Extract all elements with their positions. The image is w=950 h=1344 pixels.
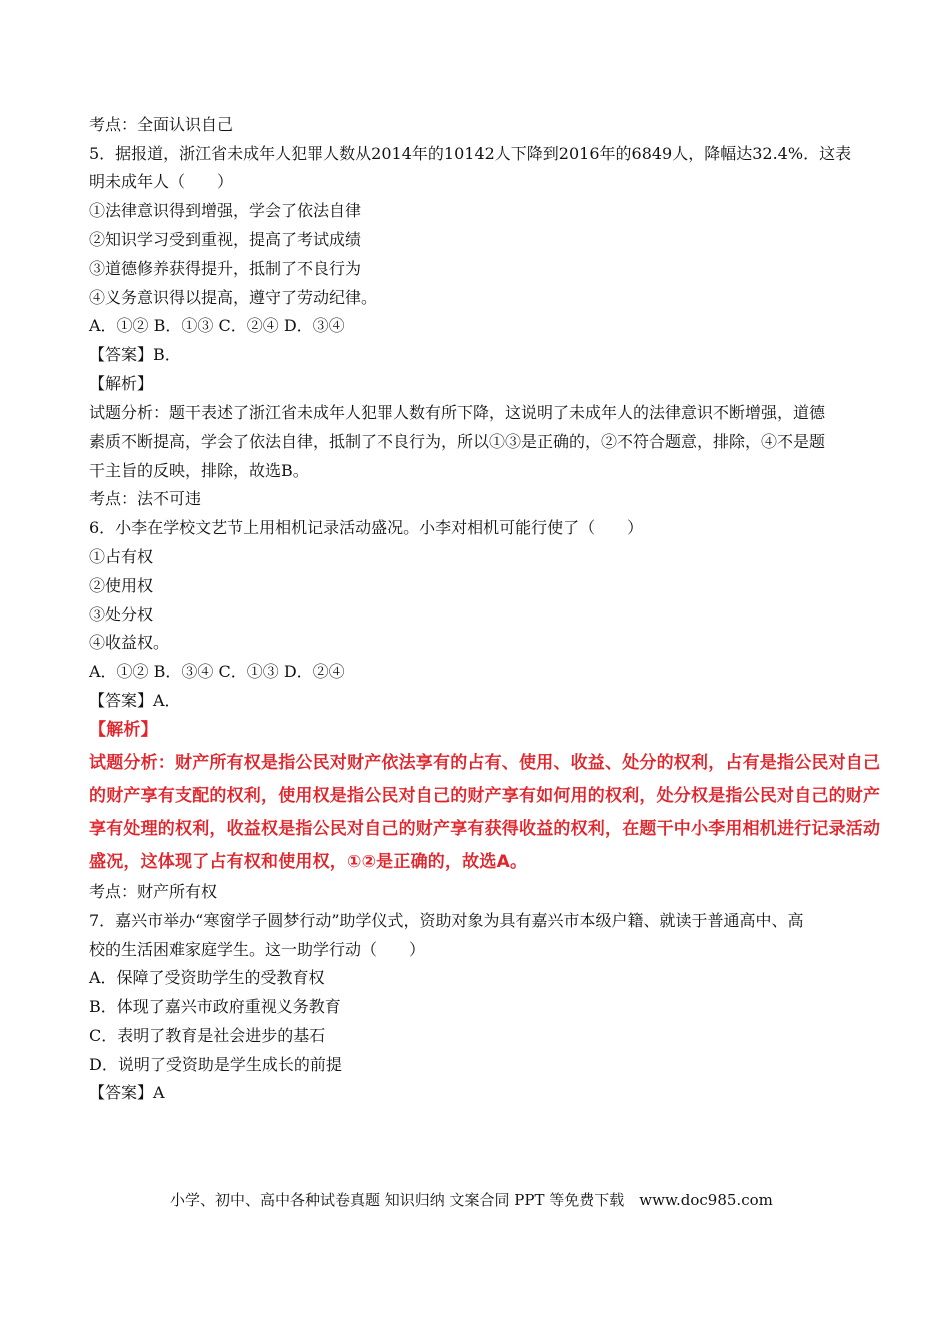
analysis-text: 试题分析：题干表述了浙江省未成年人犯罪人数有所下降，这说明了未成年人的法律意识不断增强，道德: [89, 403, 826, 422]
analysis-text: 干主旨的反映，排除，故选B。: [89, 461, 309, 480]
option-line: A．保障了受资助学生的受教育权: [89, 968, 325, 987]
analysis-text-red: 盛况，这体现了占有权和使用权，①②是正确的，故选A。: [89, 852, 528, 872]
analysis-text-red: 的财产享有支配的权利，使用权是指公民对自己的财产享有如何用的权利，处分权是指公民对自己的财产: [89, 786, 881, 806]
analysis-text-red: 享有处理的权利，收益权是指公民对自己的财产享有获得收益的权利，在题干中小李用相机进行记录活动: [89, 819, 881, 839]
answer-line: 【答案】B．: [89, 345, 181, 364]
question-7-stem: 7．嘉兴市举办“寒窗学子圆梦行动”助学仪式，资助对象为具有嘉兴市本级户籍、就读于普通高中、高: [89, 911, 804, 930]
option-line: D．说明了受资助是学生成长的前提: [89, 1055, 342, 1074]
question-5-stem: 5．据报道，浙江省未成年人犯罪人数从2014年的10142人下降到2016年的6849人，降幅达32.4%．这表: [89, 144, 852, 163]
topic-line: 考点：全面认识自己: [89, 115, 234, 134]
option-line: ④义务意识得以提高，遵守了劳动纪律。: [89, 288, 378, 307]
option-line: ①法律意识得到增强，学会了依法自律: [89, 201, 362, 220]
answer-line: 【答案】A: [89, 1083, 165, 1102]
analysis-text: 素质不断提高，学会了依法自律，抵制了不良行为，所以①③是正确的，②不符合题意，排除，④不是题: [89, 432, 826, 451]
choices-line: A．①② B．①③ C．②④ D．③④: [89, 316, 345, 335]
option-line: ①占有权: [89, 547, 154, 566]
option-line: ③处分权: [89, 605, 154, 624]
question-6-stem: 6．小李在学校文艺节上用相机记录活动盛况。小李对相机可能行使了（ ）: [89, 518, 644, 537]
answer-line: 【答案】A．: [89, 691, 181, 710]
choices-line: A．①② B．③④ C．①③ D．②④: [89, 662, 345, 681]
topic-line: 考点：财产所有权: [89, 882, 218, 901]
question-7-stem-cont: 校的生活困难家庭学生。这一助学行动（ ）: [89, 940, 426, 959]
option-line: ④收益权。: [89, 633, 170, 652]
option-line: C．表明了教育是社会进步的基石: [89, 1026, 326, 1045]
option-line: B．体现了嘉兴市政府重视义务教育: [89, 997, 341, 1016]
question-5-stem-cont: 明未成年人（ ）: [89, 172, 234, 191]
topic-line: 考点：法不可违: [89, 489, 202, 508]
analysis-heading-red: 【解析】: [89, 720, 158, 740]
analysis-heading: 【解析】: [89, 374, 154, 393]
page-footer: 小学、初中、高中各种试卷真题 知识归纳 文案合同 PPT 等免费下载 www.doc985.com: [170, 1191, 773, 1209]
analysis-text-red: 试题分析：财产所有权是指公民对财产依法享有的占有、使用、收益、处分的权利，占有是指公民对自己: [89, 753, 881, 773]
option-line: ②知识学习受到重视，提高了考试成绩: [89, 230, 362, 249]
option-line: ③道德修养获得提升，抵制了不良行为: [89, 259, 362, 278]
option-line: ②使用权: [89, 576, 154, 595]
